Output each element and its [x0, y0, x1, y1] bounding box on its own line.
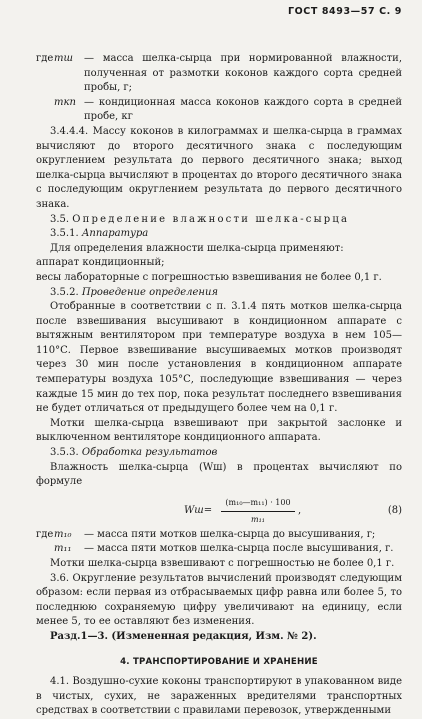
paragraph-3-4-4-4: 3.4.4.4. Массу коконов в килограммах и шелка-сырца в граммах вычисляют до второго десятичного знака с последующим округлением результата до первого десятичного знака; выход шелка-сырца вычисляют в процентах до второго десятичного знака с последующим округлением результата до первого десятичного знака.: [36, 125, 402, 210]
subsection-3-5-1-heading: [36, 227, 402, 242]
paragraph-3-5-1: Для определения влажности шелка-сырца применяют:: [50, 242, 344, 254]
definition-text: — масса пяти мотков шелка-сырца после высушивания, г.: [84, 543, 394, 555]
formula-comma: ,: [298, 504, 302, 516]
definition-m10: [36, 528, 402, 543]
definition-text: — масса пяти мотков шелка-сырца до высушивания, г;: [84, 528, 376, 540]
definition-m-kp: [36, 96, 402, 125]
definition-symbol: m₁₀: [54, 528, 72, 540]
equipment-item: весы лабораторные с погрешностью взвешивания не более 0,1 г.: [36, 271, 382, 283]
subsection-title: Обработка результатов: [81, 447, 218, 459]
subsection-number: 3.5.1.: [50, 228, 79, 240]
definition-text: — кондиционная масса коконов каждого сорта в средней пробе, кг: [84, 96, 402, 123]
paragraph-4-1: 4.1. Воздушно-сухие коконы транспортируют в упакованном виде в чистых, сухих, не зараженных вредителями транспортных средствах в соответствии с правилами перевозок, утвержденными: [36, 676, 402, 717]
page-header: ГОСТ 8493—57 С. 9: [287, 6, 402, 17]
page-content: [36, 52, 402, 719]
formula-number: (8): [387, 504, 402, 516]
section-number: 3.5.: [50, 213, 70, 225]
formula-8: [36, 496, 402, 526]
definition-m11: [36, 542, 402, 557]
definition-symbol: m₁₁: [54, 543, 72, 555]
definition-symbol: mш: [54, 53, 73, 64]
definition-lead: где: [36, 53, 54, 64]
subsection-3-5-3-heading: [36, 446, 402, 461]
subsection-number: 3.5.3.: [50, 447, 79, 459]
formula-numerator: (m₁₀—m₁₁) · 100: [221, 496, 295, 513]
section-3-5-heading: [36, 213, 402, 228]
definition-lead: где: [36, 528, 54, 540]
equipment-item: аппарат кондиционный;: [36, 257, 165, 269]
paragraph-3-5-2-a: Отобранные в соответствии с п. 3.1.4 пять мотков шелка-сырца после взвешивания высушивают в кондиционном аппарате с вытяжным вентилятором при температуре воздуха в нем 105—110°С. Первое взвешивание высушиваемых мотков производят через 30 мин после установления в кондиционном аппарате температуры воздуха 105°С, последующие взвешивания — через каждые 15 мин до тех пор, пока результат последнего взвешивания не будет отличаться от предыдущего более чем на 0,1 г.: [36, 301, 402, 415]
paragraph-weighing: Мотки шелка-сырца взвешивают с погрешностью не более 0,1 г.: [50, 558, 395, 569]
subsection-3-5-2-heading: [36, 286, 402, 301]
formula-lhs: Wш=: [184, 504, 213, 516]
subsection-title: Аппаратура: [81, 228, 149, 240]
formula-denominator: m₁₁: [251, 515, 265, 525]
definition-symbol: mкп: [54, 96, 76, 108]
formula-fraction: [221, 496, 295, 528]
amendment-note: Разд.1—3. (Измененная редакция, Изм. № 2).: [50, 630, 317, 642]
subsection-number: 3.5.2.: [50, 286, 79, 298]
definition-text: — масса шелка-сырца при нормированной влажности, полученная от размотки коконов каждого сорта средней пробы, г;: [84, 53, 402, 94]
paragraph-3-6: 3.6. Округление результатов вычислений производят следующим образом: если первая из отбрасываемых цифр равна или более 5, то последнюю сохраняемую цифру увеличивают на единицу, если менее 5, то ее оставляют без изменения.: [36, 572, 402, 628]
subsection-title: Проведение определения: [81, 286, 219, 298]
section-title: Определение влажности шелка-сырца: [72, 213, 350, 225]
paragraph-3-5-3: Влажность шелка-сырца (Wш) в процентах вычисляют по формуле: [36, 461, 402, 488]
definition-m-sh: [36, 52, 402, 96]
paragraph-3-5-2-b: Мотки шелка-сырца взвешивают при закрытой заслонке и выключенном вентиляторе кондиционного аппарата.: [36, 417, 402, 444]
section-4-title: 4. ТРАНСПОРТИРОВАНИЕ И ХРАНЕНИЕ: [120, 656, 318, 667]
